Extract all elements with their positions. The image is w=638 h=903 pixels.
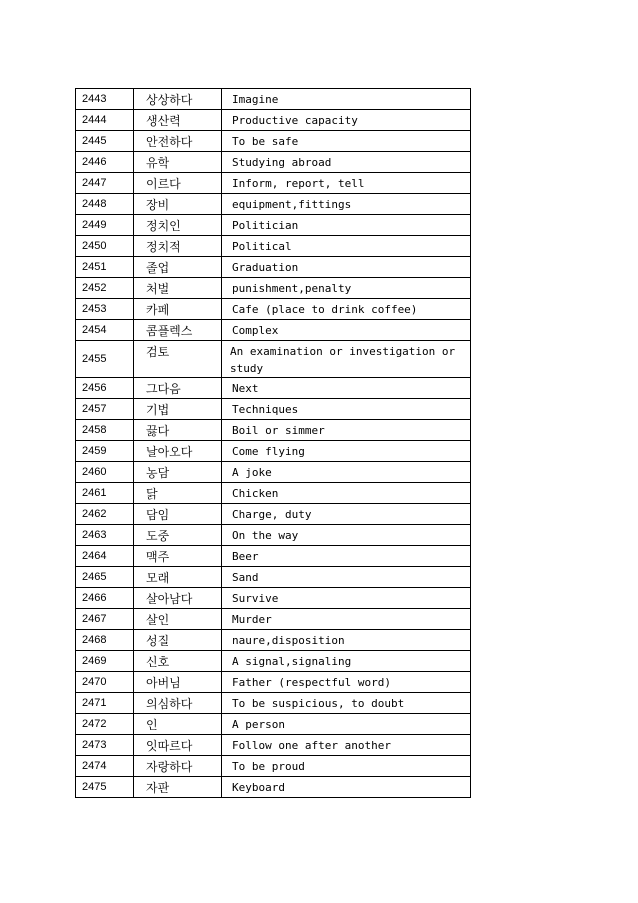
korean-word: 상상하다 — [134, 89, 222, 110]
vocabulary-table — [75, 88, 471, 798]
korean-word: 모래 — [134, 567, 222, 588]
english-meaning: Father (respectful word) — [222, 672, 471, 693]
table-row — [76, 215, 471, 236]
table-row — [76, 378, 471, 399]
table-row — [76, 546, 471, 567]
korean-word: 장비 — [134, 194, 222, 215]
table-row — [76, 441, 471, 462]
entry-number: 2452 — [76, 278, 134, 299]
english-meaning: Cafe (place to drink coffee) — [222, 299, 471, 320]
table-row — [76, 194, 471, 215]
english-meaning: Imagine — [222, 89, 471, 110]
table-row — [76, 672, 471, 693]
korean-word: 닭 — [134, 483, 222, 504]
english-meaning: Techniques — [222, 399, 471, 420]
english-meaning: Studying abroad — [222, 152, 471, 173]
entry-number: 2461 — [76, 483, 134, 504]
english-meaning: On the way — [222, 525, 471, 546]
english-meaning: punishment,penalty — [222, 278, 471, 299]
entry-number: 2455 — [76, 341, 134, 378]
table-row — [76, 320, 471, 341]
table-row — [76, 236, 471, 257]
entry-number: 2448 — [76, 194, 134, 215]
entry-number: 2462 — [76, 504, 134, 525]
korean-word: 생산력 — [134, 110, 222, 131]
english-meaning: Political — [222, 236, 471, 257]
table-row — [76, 735, 471, 756]
table-row — [76, 173, 471, 194]
vocabulary-table-body — [76, 89, 471, 798]
table-row — [76, 504, 471, 525]
english-meaning: Follow one after another — [222, 735, 471, 756]
entry-number: 2443 — [76, 89, 134, 110]
table-row — [76, 483, 471, 504]
entry-number: 2445 — [76, 131, 134, 152]
entry-number: 2451 — [76, 257, 134, 278]
entry-number: 2460 — [76, 462, 134, 483]
english-meaning: Come flying — [222, 441, 471, 462]
english-meaning: Complex — [222, 320, 471, 341]
entry-number: 2467 — [76, 609, 134, 630]
korean-word: 콤플렉스 — [134, 320, 222, 341]
table-row — [76, 257, 471, 278]
korean-word: 끓다 — [134, 420, 222, 441]
english-meaning: Boil or simmer — [222, 420, 471, 441]
korean-word: 살아남다 — [134, 588, 222, 609]
english-meaning: To be suspicious, to doubt — [222, 693, 471, 714]
table-row — [76, 714, 471, 735]
table-row — [76, 341, 471, 378]
table-row — [76, 299, 471, 320]
english-meaning: A joke — [222, 462, 471, 483]
table-row — [76, 152, 471, 173]
korean-word: 이르다 — [134, 173, 222, 194]
korean-word: 아버님 — [134, 672, 222, 693]
table-row — [76, 89, 471, 110]
table-row — [76, 399, 471, 420]
korean-word: 잇따르다 — [134, 735, 222, 756]
table-row — [76, 110, 471, 131]
table-row — [76, 525, 471, 546]
english-meaning: A signal,signaling — [222, 651, 471, 672]
korean-word: 유학 — [134, 152, 222, 173]
korean-word: 날아오다 — [134, 441, 222, 462]
korean-word: 그다음 — [134, 378, 222, 399]
korean-word: 의심하다 — [134, 693, 222, 714]
korean-word: 맥주 — [134, 546, 222, 567]
korean-word: 도중 — [134, 525, 222, 546]
entry-number: 2471 — [76, 693, 134, 714]
english-meaning: Inform, report, tell — [222, 173, 471, 194]
korean-word: 자판 — [134, 777, 222, 798]
korean-word: 정치인 — [134, 215, 222, 236]
entry-number: 2475 — [76, 777, 134, 798]
korean-word: 신호 — [134, 651, 222, 672]
entry-number: 2468 — [76, 630, 134, 651]
english-meaning: Politician — [222, 215, 471, 236]
korean-word: 기법 — [134, 399, 222, 420]
table-row — [76, 630, 471, 651]
english-meaning: To be safe — [222, 131, 471, 152]
table-row — [76, 420, 471, 441]
entry-number: 2459 — [76, 441, 134, 462]
entry-number: 2450 — [76, 236, 134, 257]
entry-number: 2453 — [76, 299, 134, 320]
english-meaning: Survive — [222, 588, 471, 609]
english-meaning: A person — [222, 714, 471, 735]
english-meaning: Next — [222, 378, 471, 399]
entry-number: 2446 — [76, 152, 134, 173]
entry-number: 2472 — [76, 714, 134, 735]
english-meaning: To be proud — [222, 756, 471, 777]
korean-word: 안전하다 — [134, 131, 222, 152]
entry-number: 2447 — [76, 173, 134, 194]
entry-number: 2464 — [76, 546, 134, 567]
english-meaning: Sand — [222, 567, 471, 588]
english-meaning: Charge, duty — [222, 504, 471, 525]
entry-number: 2466 — [76, 588, 134, 609]
korean-word: 인 — [134, 714, 222, 735]
table-row — [76, 588, 471, 609]
entry-number: 2463 — [76, 525, 134, 546]
english-meaning: An examination or investigation or study — [222, 341, 471, 378]
table-row — [76, 693, 471, 714]
korean-word: 농담 — [134, 462, 222, 483]
english-meaning: Chicken — [222, 483, 471, 504]
entry-number: 2444 — [76, 110, 134, 131]
korean-word: 정치적 — [134, 236, 222, 257]
entry-number: 2469 — [76, 651, 134, 672]
korean-word: 자랑하다 — [134, 756, 222, 777]
table-row — [76, 756, 471, 777]
english-meaning: naure,disposition — [222, 630, 471, 651]
entry-number: 2449 — [76, 215, 134, 236]
table-row — [76, 567, 471, 588]
korean-word: 성질 — [134, 630, 222, 651]
entry-number: 2474 — [76, 756, 134, 777]
entry-number: 2465 — [76, 567, 134, 588]
korean-word: 졸업 — [134, 257, 222, 278]
entry-number: 2457 — [76, 399, 134, 420]
english-meaning: Murder — [222, 609, 471, 630]
entry-number: 2473 — [76, 735, 134, 756]
korean-word: 카페 — [134, 299, 222, 320]
table-row — [76, 462, 471, 483]
english-meaning: equipment,fittings — [222, 194, 471, 215]
english-meaning: Beer — [222, 546, 471, 567]
korean-word: 살인 — [134, 609, 222, 630]
korean-word: 처벌 — [134, 278, 222, 299]
english-meaning: Graduation — [222, 257, 471, 278]
korean-word: 담임 — [134, 504, 222, 525]
entry-number: 2470 — [76, 672, 134, 693]
table-row — [76, 131, 471, 152]
entry-number: 2456 — [76, 378, 134, 399]
entry-number: 2454 — [76, 320, 134, 341]
table-row — [76, 651, 471, 672]
table-row — [76, 777, 471, 798]
korean-word: 검토 — [134, 341, 222, 378]
english-meaning: Keyboard — [222, 777, 471, 798]
table-row — [76, 609, 471, 630]
english-meaning: Productive capacity — [222, 110, 471, 131]
table-row — [76, 278, 471, 299]
entry-number: 2458 — [76, 420, 134, 441]
